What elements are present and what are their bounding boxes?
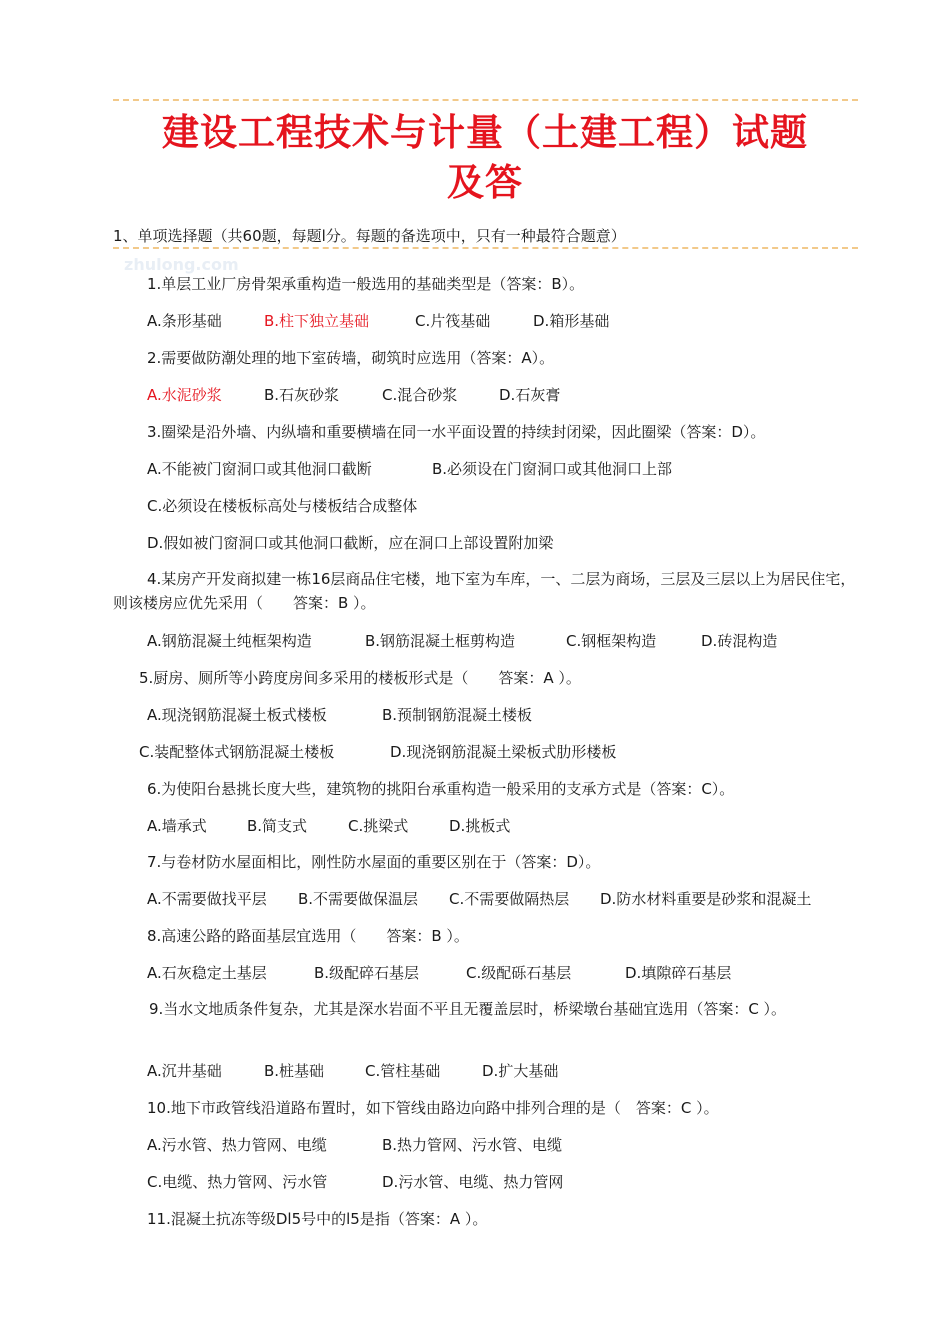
question-stem: 8.高速公路的路面基层宜选用（ 答案：B ）。	[147, 927, 469, 945]
question-option: B.石灰砂浆	[264, 386, 340, 404]
question-option: D.砖混构造	[701, 632, 778, 650]
question-option: A.现浇钢筋混凝土板式楼板	[147, 706, 327, 724]
question-option: D.挑板式	[449, 817, 511, 835]
question-option: C.不需要做隔热层	[449, 890, 570, 908]
question-option: B.热力管网、污水管、电缆	[382, 1136, 563, 1154]
section-divider	[113, 247, 858, 249]
question-stem: 10.地下市政管线沿道路布置时，如下管线由路边向路中排列合理的是（ 答案：C ）。	[147, 1099, 719, 1117]
question-option: B.预制钢筋混凝土楼板	[382, 706, 533, 724]
question-option: B.级配碎石基层	[314, 964, 420, 982]
question-option-answer: A.水泥砂浆	[147, 386, 222, 404]
question-option: D.现浇钢筋混凝土梁板式肋形楼板	[390, 743, 617, 761]
question-option: B.钢筋混凝土框剪构造	[365, 632, 516, 650]
question-option: C.装配整体式钢筋混凝土楼板	[139, 743, 335, 761]
question-stem: 11.混凝土抗冻等级Dl5号中的l5是指（答案：A ）。	[147, 1210, 488, 1228]
question-option: A.污水管、热力管网、电缆	[147, 1136, 327, 1154]
question-option: D.箱形基础	[533, 312, 610, 330]
question-stem: 6.为使阳台悬挑长度大些，建筑物的挑阳台承重构造一般采用的支承方式是（答案：C）。	[147, 780, 735, 798]
question-option: A.钢筋混凝土纯框架构造	[147, 632, 312, 650]
question-option: B.不需要做保温层	[298, 890, 419, 908]
question-option: A.墙承式	[147, 817, 207, 835]
question-stem: 5.厨房、厕所等小跨度房间多采用的楼板形式是（ 答案：A ）。	[139, 669, 581, 687]
question-option: D.防水材料重要是砂浆和混凝土	[600, 890, 812, 908]
question-option: C.电缆、热力管网、污水管	[147, 1173, 328, 1191]
question-option: C.挑梁式	[348, 817, 409, 835]
question-option: C.钢框架构造	[566, 632, 657, 650]
question-stem: 4.某房产开发商拟建一栋16层商品住宅楼，地下室为车库，一、二层为商场，三层及三层以上为居民住宅，则该楼房应优先采用（ 答案：B ）。	[113, 570, 856, 612]
section-heading: 1、单项选择题（共60题，每题l分。每题的备选项中，只有一种最符合题意）	[113, 227, 626, 245]
question-option: D.扩大基础	[482, 1062, 559, 1080]
document-title-line1: 建设工程技术与计量（土建工程）试题	[162, 110, 808, 154]
question-stem: 9.当水文地质条件复杂，尤其是深水岩面不平且无覆盖层时，桥梁墩台基础宜选用（答案：C ）。	[149, 1000, 787, 1018]
question-stem: 2.需要做防潮处理的地下室砖墙，砌筑时应选用（答案：A）。	[147, 349, 555, 367]
question-option: B.桩基础	[264, 1062, 325, 1080]
question-option: C.级配砾石基层	[466, 964, 572, 982]
question-option: D.填隙碎石基层	[625, 964, 732, 982]
question-option: B.简支式	[247, 817, 308, 835]
question-stem: 1.单层工业厂房骨架承重构造一般选用的基础类型是（答案：B）。	[147, 275, 585, 293]
question-option: D.石灰膏	[499, 386, 561, 404]
watermark: zhulong.com	[124, 255, 239, 274]
top-divider	[113, 99, 858, 101]
question-option: A.不能被门窗洞口或其他洞口截断	[147, 460, 372, 478]
question-option: C.必须设在楼板标高处与楼板结合成整体	[147, 497, 418, 515]
document-title-line2: 及答	[447, 160, 523, 204]
question-option: A.不需要做找平层	[147, 890, 267, 908]
question-option: D.污水管、电缆、热力管网	[382, 1173, 564, 1191]
question-option-answer: B.柱下独立基础	[264, 312, 370, 330]
question-option: A.沉井基础	[147, 1062, 222, 1080]
question-option: A.条形基础	[147, 312, 222, 330]
question-option: A.石灰稳定土基层	[147, 964, 267, 982]
question-option: C.片筏基础	[415, 312, 491, 330]
question-option: C.管柱基础	[365, 1062, 441, 1080]
question-option: C.混合砂浆	[382, 386, 458, 404]
question-option: B.必须设在门窗洞口或其他洞口上部	[432, 460, 673, 478]
question-option: D.假如被门窗洞口或其他洞口截断，应在洞口上部设置附加梁	[147, 534, 554, 552]
question-stem: 7.与卷材防水屋面相比，刚性防水屋面的重要区别在于（答案：D）。	[147, 853, 601, 871]
question-stem: 3.圈梁是沿外墙、内纵墙和重要横墙在同一水平面设置的持续封闭梁，因此圈梁（答案：D）。	[147, 423, 766, 441]
